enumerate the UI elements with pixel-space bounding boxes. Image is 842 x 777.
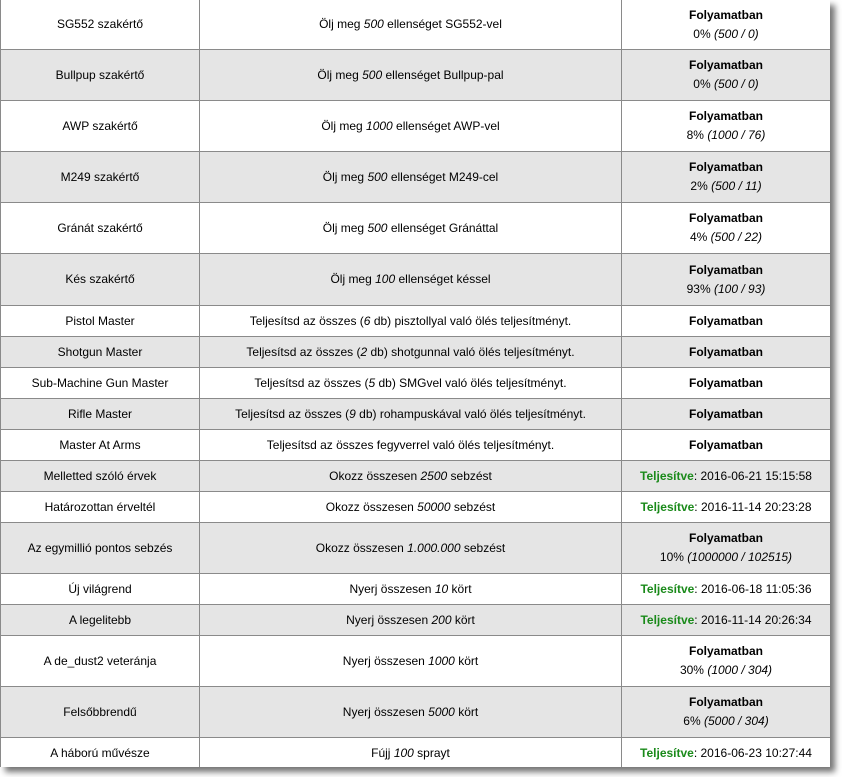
achievement-name: Kés szakértő [1, 254, 200, 306]
description-target-number: 1.000.000 [407, 540, 461, 555]
description-text: kört [454, 653, 479, 668]
achievement-status [622, 368, 831, 399]
achievement-name: Bullpup szakértő [1, 50, 200, 101]
achievement-name: M249 szakértő [1, 152, 200, 203]
description-text: Okozz összesen [329, 468, 421, 483]
description-text: Ölj meg [322, 169, 368, 184]
description-text: Ölj meg [321, 118, 367, 133]
achievement-name: A legelitebb [1, 605, 200, 636]
progress-percent: 4% [689, 230, 708, 244]
description-text: Teljesítsd az összes ( [254, 375, 369, 390]
description-text: Nyerj összesen [342, 704, 429, 719]
status-in-progress-label: Folyamatban [688, 160, 763, 174]
description-text: db) shotgunnal való ölés teljesítményt. [367, 344, 575, 359]
table-row [1, 306, 831, 337]
description-text: db) rohampuskával való ölés teljesítményt. [355, 406, 586, 421]
description-target-number: 5 [368, 375, 376, 390]
status-in-progress-label: Folyamatban [688, 211, 763, 225]
achievement-description [200, 523, 622, 574]
achievement-status [622, 461, 831, 492]
description-target-number: 500 [362, 67, 383, 82]
status-in-progress-label: Folyamatban [688, 695, 763, 709]
completed-date: : 2016-06-21 15:15:58 [693, 468, 812, 483]
table-row [1, 203, 831, 254]
description-text: sebzést [447, 468, 492, 483]
description-text: Nyerj összesen [349, 581, 435, 596]
achievement-name: Sub-Machine Gun Master [1, 368, 200, 399]
progress-line [626, 177, 826, 196]
status-completed-label: Teljesítve [640, 581, 695, 596]
description-target-number: 500 [367, 220, 388, 235]
table-row [1, 430, 831, 461]
description-text: Ölj meg [319, 17, 364, 31]
progress-line [626, 661, 826, 680]
description-text: ellenséget AWP-vel [392, 118, 500, 133]
description-text: Ölj meg [330, 272, 376, 286]
progress-line [626, 75, 826, 94]
progress-ratio: (1000 / 76) [707, 128, 766, 142]
description-target-number: 100 [393, 745, 414, 760]
progress-ratio: (500 / 11) [711, 179, 762, 193]
table-row [1, 254, 831, 306]
achievement-description [200, 306, 622, 337]
achievements-table-body [1, 0, 831, 767]
description-target-number: 9 [349, 406, 356, 421]
achievement-status [622, 254, 831, 306]
achievement-name: Az egymillió pontos sebzés [1, 523, 200, 574]
progress-ratio: (1000000 / 102515) [687, 550, 793, 564]
progress-ratio: (500 / 0) [713, 77, 759, 91]
achievement-name: Rifle Master [1, 399, 200, 430]
achievement-description [200, 430, 622, 461]
table-row [1, 738, 831, 768]
achievement-description [200, 254, 622, 306]
achievement-name: A háború művésze [1, 738, 200, 768]
description-text: Teljesítsd az összes fegyverrel való ölés teljesítményt. [266, 437, 555, 452]
achievement-name: Shotgun Master [1, 337, 200, 368]
description-target-number: 1000 [428, 653, 455, 668]
description-text: ellenséget Bullpup-pal [382, 67, 504, 82]
achievement-name: Melletted szóló érvek [1, 461, 200, 492]
progress-line [626, 712, 826, 731]
status-in-progress-label: Folyamatban [688, 644, 763, 658]
description-target-number: 2500 [420, 468, 448, 483]
achievement-status [622, 430, 831, 461]
progress-ratio: (500 / 0) [713, 26, 759, 41]
description-text: Ölj meg [322, 220, 368, 235]
achievement-description [200, 368, 622, 399]
achievement-status [622, 738, 831, 768]
description-text: Okozz összesen [315, 540, 408, 555]
progress-percent: 0% [693, 26, 711, 41]
progress-line [626, 126, 826, 145]
description-text: ellenséget Gránáttal [387, 220, 499, 235]
description-target-number: 1000 [366, 118, 393, 133]
achievement-description [200, 0, 622, 50]
description-target-number: 500 [367, 169, 388, 184]
achievement-description [200, 574, 622, 605]
status-in-progress-label: Folyamatban [688, 437, 763, 452]
achievement-name: Pistol Master [1, 306, 200, 337]
description-target-number: 100 [375, 272, 396, 286]
table-row [1, 523, 831, 574]
achievement-status [622, 306, 831, 337]
description-text: ellenséget SG552-vel [383, 17, 502, 31]
description-text: sebzést [450, 499, 496, 514]
achievement-description [200, 636, 622, 687]
table-row [1, 337, 831, 368]
achievement-description [200, 399, 622, 430]
status-in-progress-label: Folyamatban [688, 262, 763, 277]
description-text: db) SMGvel való ölés teljesítményt. [375, 375, 567, 390]
table-row [1, 399, 831, 430]
achievement-status [622, 337, 831, 368]
description-text: Teljesítsd az összes ( [235, 406, 350, 421]
description-target-number: 6 [363, 313, 371, 328]
progress-ratio: (5000 / 304) [703, 714, 769, 728]
achievement-description [200, 203, 622, 254]
description-target-number: 10 [434, 581, 449, 596]
status-completed-label: Teljesítve [640, 612, 695, 627]
status-in-progress-label: Folyamatban [688, 7, 763, 22]
achievement-description [200, 605, 622, 636]
achievement-description [200, 337, 622, 368]
achievement-description [200, 492, 622, 523]
achievement-description [200, 50, 622, 101]
status-in-progress-label: Folyamatban [688, 375, 763, 390]
table-row [1, 50, 831, 101]
progress-ratio: (100 / 93) [714, 281, 766, 296]
table-row [1, 0, 831, 50]
status-in-progress-label: Folyamatban [688, 109, 763, 123]
achievement-description [200, 687, 622, 738]
progress-percent: 93% [686, 281, 711, 296]
achievement-status [622, 399, 831, 430]
status-completed-label: Teljesítve [640, 499, 695, 514]
achievement-status [622, 492, 831, 523]
achievement-name: Master At Arms [1, 430, 200, 461]
status-completed-label: Teljesítve [640, 468, 694, 483]
achievement-description [200, 738, 622, 768]
progress-percent: 0% [693, 77, 711, 91]
achievement-status [622, 523, 831, 574]
table-row [1, 687, 831, 738]
achievement-status [622, 605, 831, 636]
table-row [1, 574, 831, 605]
description-text: Ölj meg [317, 67, 363, 82]
description-text: Nyerj összesen [346, 612, 432, 627]
achievement-name: AWP szakértő [1, 101, 200, 152]
completed-date: : 2016-11-14 20:23:28 [694, 499, 812, 514]
description-target-number: 2 [360, 344, 368, 359]
achievement-status [622, 203, 831, 254]
description-text: sebzést [460, 540, 506, 555]
achievement-status [622, 50, 831, 101]
table-row [1, 492, 831, 523]
achievement-name: SG552 szakértő [1, 0, 200, 50]
description-text: kört [451, 612, 475, 627]
achievement-description [200, 461, 622, 492]
description-target-number: 200 [431, 612, 452, 627]
description-text: ellenséget M249-cel [387, 169, 499, 184]
achievement-status [622, 152, 831, 203]
table-row [1, 101, 831, 152]
description-target-number: 50000 [417, 499, 451, 514]
achievement-description [200, 152, 622, 203]
progress-line [626, 228, 826, 247]
progress-ratio: (500 / 22) [710, 230, 763, 244]
progress-percent: 6% [683, 714, 701, 728]
status-in-progress-label: Folyamatban [688, 344, 763, 359]
progress-percent: 10% [659, 550, 684, 564]
progress-percent: 30% [679, 663, 704, 677]
completed-date: : 2016-11-14 20:26:34 [694, 612, 812, 627]
status-in-progress-label: Folyamatban [688, 406, 763, 421]
table-row [1, 152, 831, 203]
description-text: kört [448, 581, 472, 596]
description-text: Nyerj összesen [342, 653, 429, 668]
progress-percent: 8% [686, 128, 704, 142]
achievement-name: Gránát szakértő [1, 203, 200, 254]
description-text: Okozz összesen [325, 499, 418, 514]
progress-ratio: (1000 / 304) [707, 663, 773, 677]
description-text: Fújj [371, 745, 394, 760]
achievement-status [622, 0, 831, 50]
achievement-name: Határozottan érveltél [1, 492, 200, 523]
achievement-status [622, 636, 831, 687]
description-text: ellenséget késsel [395, 272, 491, 286]
status-in-progress-label: Folyamatban [688, 531, 763, 545]
description-target-number: 500 [363, 17, 384, 31]
progress-line [626, 548, 826, 567]
status-in-progress-label: Folyamatban [688, 313, 763, 328]
achievement-status [622, 101, 831, 152]
description-text: Teljesítsd az összes ( [246, 344, 361, 359]
description-text: sprayt [413, 745, 450, 760]
achievement-name: Új világrend [1, 574, 200, 605]
achievement-name: Felsőbbrendű [1, 687, 200, 738]
description-target-number: 5000 [428, 704, 455, 719]
achievement-name: A de_dust2 veteránja [1, 636, 200, 687]
progress-percent: 2% [690, 179, 708, 193]
table-row [1, 636, 831, 687]
status-completed-label: Teljesítve [640, 745, 694, 760]
progress-line [626, 280, 826, 299]
table-row [1, 605, 831, 636]
achievement-description [200, 101, 622, 152]
progress-line [626, 25, 826, 44]
status-in-progress-label: Folyamatban [688, 58, 763, 72]
description-text: db) pisztollyal való ölés teljesítményt. [370, 313, 572, 328]
completed-date: : 2016-06-18 11:05:36 [694, 581, 812, 596]
completed-date: : 2016-06-23 10:27:44 [693, 745, 812, 760]
description-text: Teljesítsd az összes ( [249, 313, 364, 328]
achievement-status [622, 687, 831, 738]
achievement-status [622, 574, 831, 605]
description-text: kört [454, 704, 479, 719]
table-row [1, 461, 831, 492]
table-row [1, 368, 831, 399]
